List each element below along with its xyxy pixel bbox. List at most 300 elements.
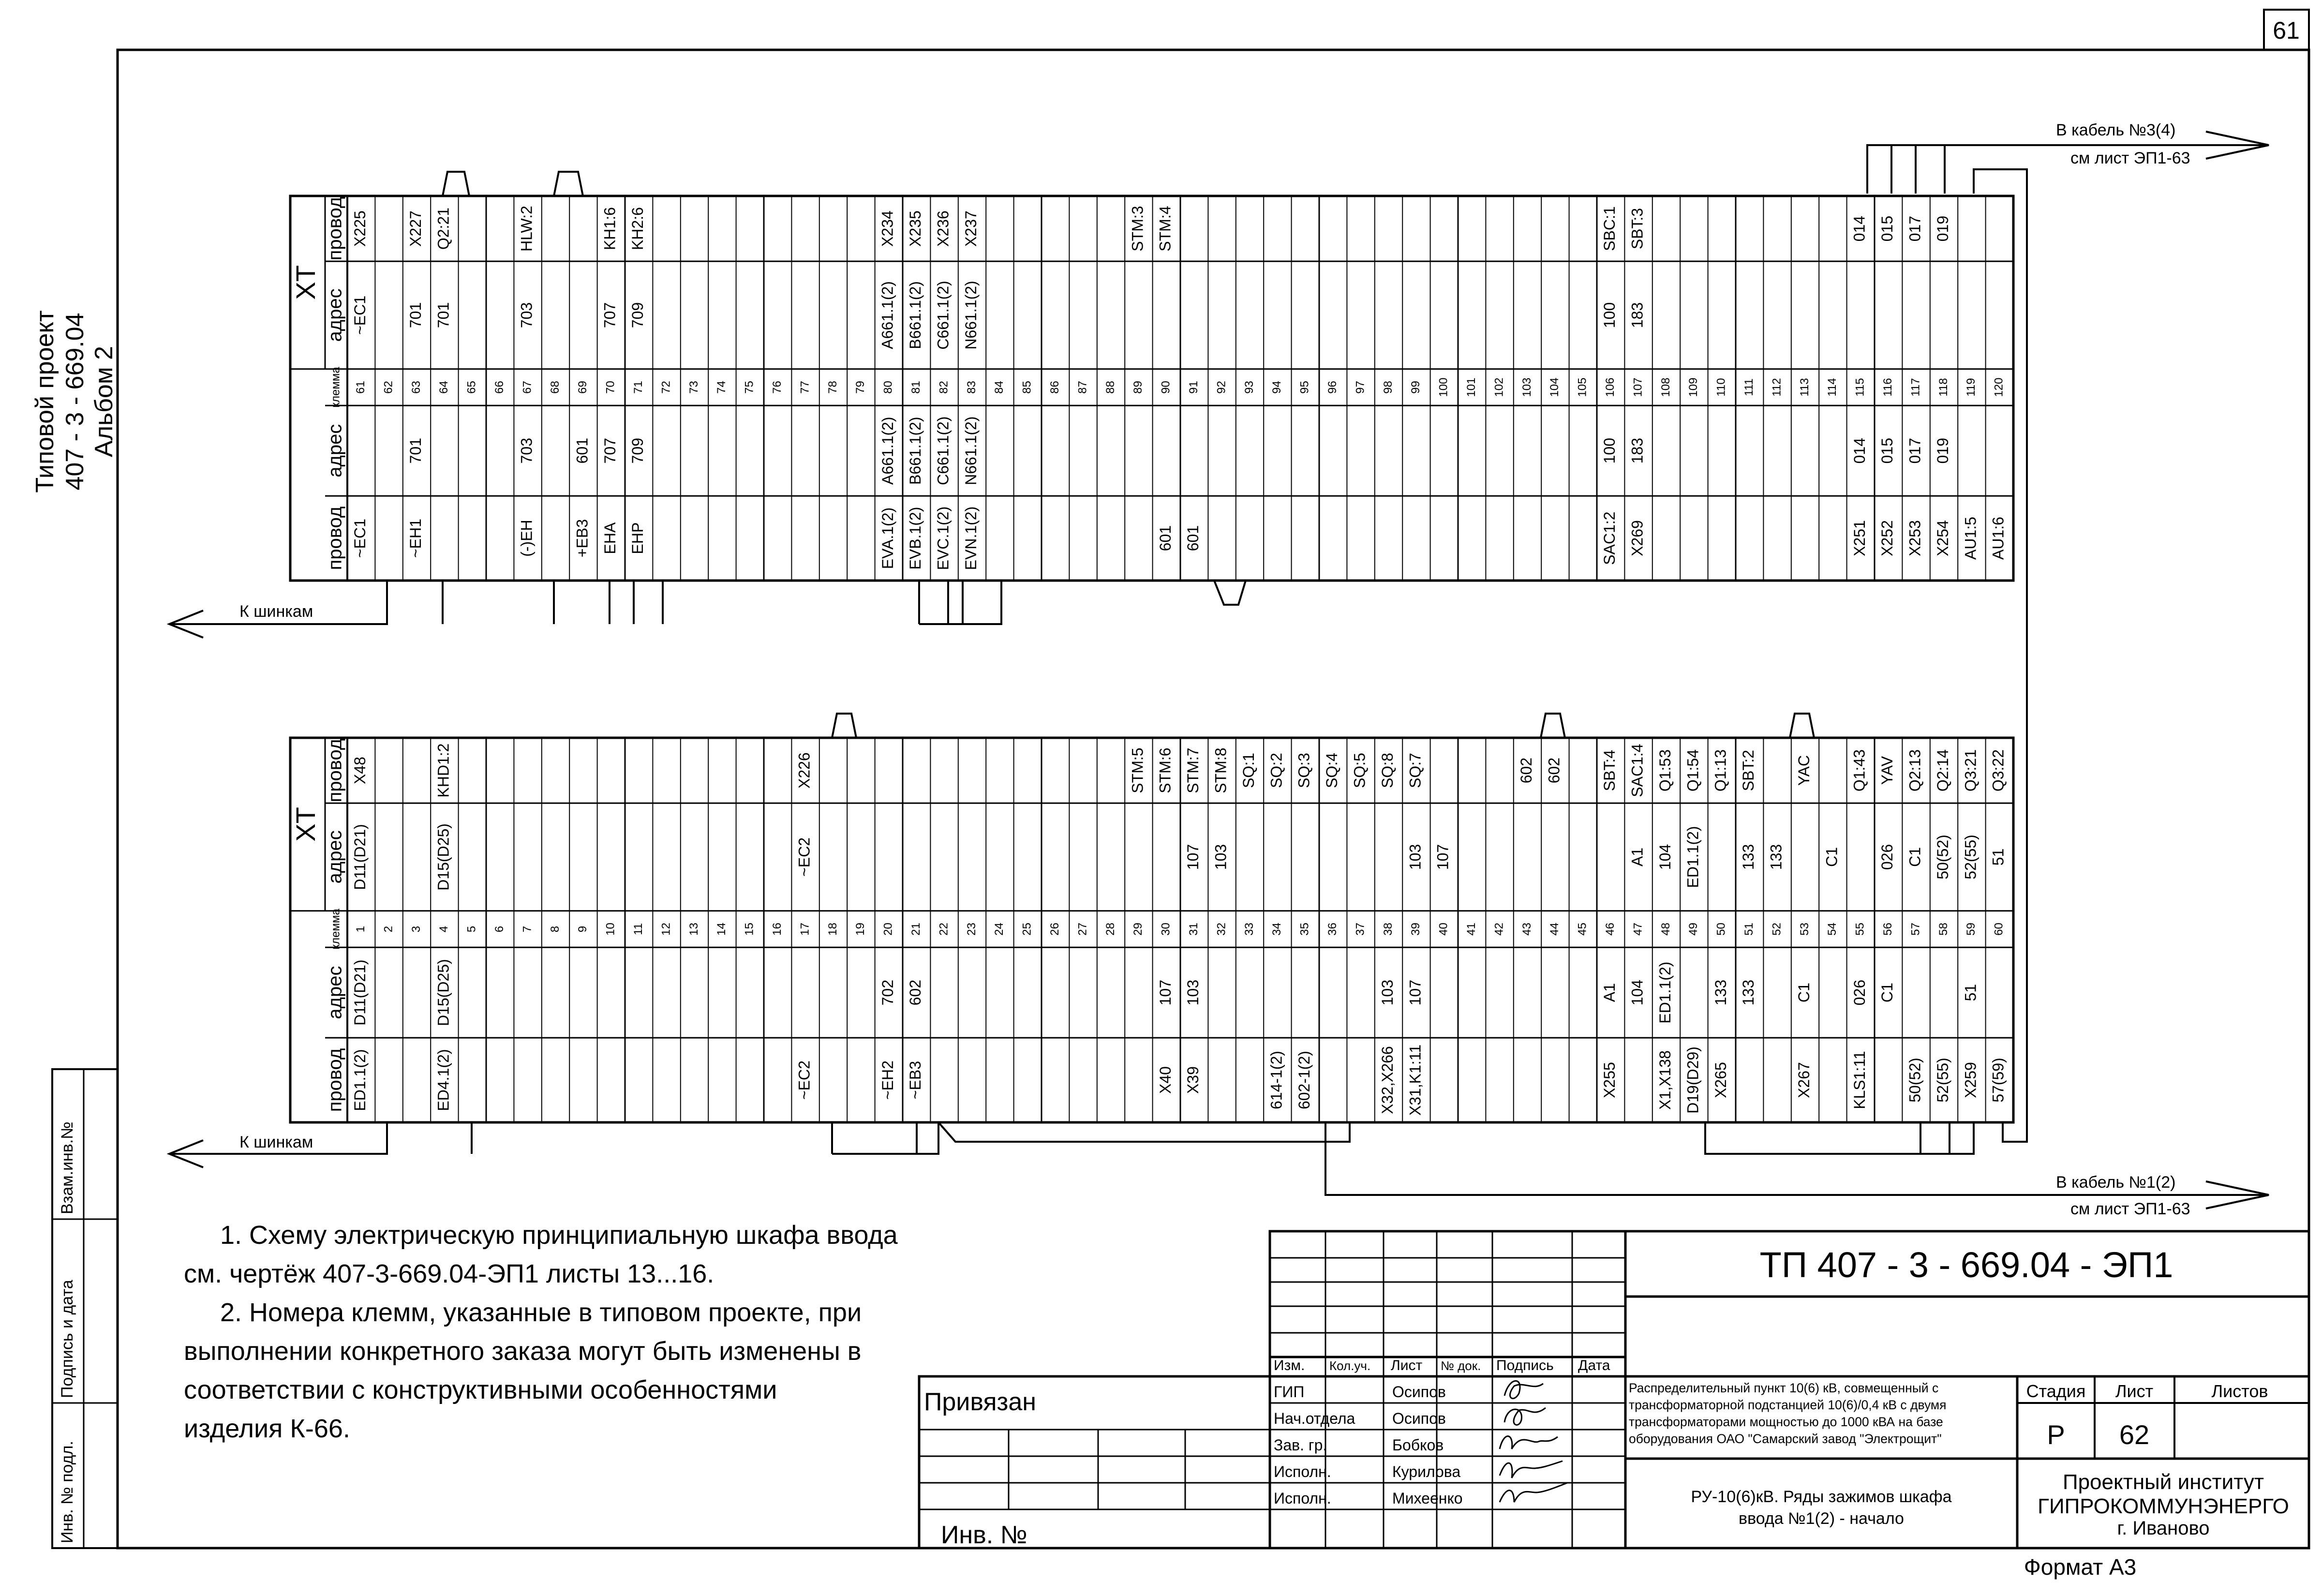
- block2-right-wire-cell: SQ:3: [1295, 753, 1313, 789]
- block1-terminals-cell: 82: [937, 381, 951, 394]
- col-header-signature: Подпись: [1496, 1357, 1554, 1373]
- block1-left-addr-cell: 601: [573, 437, 591, 464]
- block1-right-wire-cell: X225: [351, 210, 369, 247]
- role-executor-2: Исполн.: [1274, 1490, 1331, 1507]
- block1-left-wire-cell: ~EC1: [351, 519, 369, 558]
- block2-terminals-cell: 10: [604, 923, 617, 936]
- block1-terminals-cell: 83: [965, 381, 978, 394]
- arrow-cable1-line2: см лист ЭП1-63: [2070, 1200, 2190, 1218]
- block2-right-addr-cell: D11(D21): [351, 824, 369, 890]
- side-label-line-3: Альбом 2: [90, 346, 118, 457]
- block2-terminals-cell: 42: [1492, 923, 1506, 936]
- block2-terminals-cell: 3: [409, 925, 423, 933]
- block2-right-addr-cell: 52(55): [1962, 835, 1980, 880]
- org-line-1: Проектный институт: [2062, 1470, 2264, 1494]
- block1-left-addr-cell: B661.1(2): [907, 417, 924, 485]
- block2-right-addr-cell: ED1.1(2): [1684, 826, 1702, 888]
- block2-left-wire-cell: 614-1(2): [1267, 1051, 1285, 1110]
- block1-terminals-cell: 98: [1381, 381, 1395, 394]
- block1-header-xt: XT: [290, 265, 321, 300]
- block1-left-wire-cell: EVN.1(2): [962, 506, 980, 570]
- block2-terminals-cell: 33: [1242, 923, 1256, 936]
- block2-left-wire-cell: 52(55): [1934, 1058, 1951, 1103]
- block2-header-right-wire: провод: [324, 738, 346, 803]
- block2-left-wire-cell: X39: [1184, 1066, 1202, 1094]
- block2-left-wire-cell: KLS1:11: [1850, 1051, 1868, 1109]
- object-desc-line-4: оборудования ОАО "Самарский завод "Электрощит": [1629, 1432, 1942, 1446]
- block2-terminals-cell: 1: [354, 925, 368, 933]
- block2-right-wire-cell: Q3:22: [1989, 749, 2007, 792]
- block2-terminals-cell: 37: [1354, 923, 1367, 936]
- block1-terminals-cell: 88: [1103, 381, 1117, 394]
- block1-terminals-cell: 61: [354, 381, 368, 394]
- block2-terminals-cell: 49: [1687, 923, 1700, 936]
- block1-terminals-cell: 116: [1881, 378, 1895, 397]
- block1-header-right-addr: адрес: [324, 288, 346, 342]
- block2-left-wire-cell: X265: [1712, 1062, 1729, 1098]
- block2-terminals-cell: 5: [465, 925, 478, 933]
- block2-right-addr-cell: 026: [1878, 844, 1896, 870]
- sheet-title-line-1: РУ-10(6)кВ. Ряды зажимов шкафа: [1691, 1488, 1952, 1506]
- block2-terminals-cell: 15: [743, 923, 756, 936]
- block1-terminals-cell: 118: [1936, 378, 1950, 397]
- block2-left-addr-cell: 133: [1712, 979, 1729, 1006]
- block2-right-wire-cell: STM:6: [1156, 747, 1174, 793]
- note-line-1: 1. Схему электрическую принципиальную шкафа ввода: [220, 1221, 898, 1250]
- block2-right-wire-cell: Q3:21: [1962, 749, 1980, 792]
- block2-right-wire-cell: SBT:4: [1601, 749, 1619, 791]
- block1-terminals-cell: 96: [1326, 381, 1340, 394]
- block2-left-addr-cell: C1: [1795, 983, 1813, 1003]
- name-5: Михеенко: [1392, 1490, 1463, 1507]
- block2-terminals-cell: 19: [854, 923, 867, 936]
- block1-left-wire-cell: X253: [1906, 520, 1924, 556]
- arrow-to-busbars-1: К шинкам: [239, 602, 313, 621]
- block2-right-wire-cell: Q1:13: [1712, 749, 1729, 792]
- object-desc-line-3: трансформаторами мощностью до 1000 кВА на базе: [1629, 1415, 1943, 1429]
- block1-terminals-cell: 90: [1159, 381, 1173, 394]
- block1-right-wire-cell: X227: [406, 210, 424, 247]
- block2-left-wire-cell: ED4.1(2): [434, 1049, 452, 1111]
- block2-left-wire-cell: X255: [1601, 1062, 1619, 1098]
- block1-header-left-addr: адрес: [324, 424, 346, 477]
- block2-left-wire-cell: X267: [1795, 1062, 1813, 1098]
- block2-terminals-cell: 43: [1520, 923, 1533, 936]
- block2-left-addr-cell: 107: [1406, 979, 1424, 1006]
- block1-right-addr-cell: 709: [629, 302, 647, 328]
- block2-right-addr-cell: C1: [1906, 847, 1924, 867]
- block1-terminals-cell: 89: [1131, 381, 1145, 394]
- block2-left-addr-cell: C1: [1878, 983, 1896, 1003]
- block2-right-addr-cell: 107: [1184, 844, 1202, 870]
- title-block-roles: [1274, 1383, 1463, 1507]
- block1-left-wire-cell: EVC.1(2): [934, 506, 952, 570]
- block2-right-wire-cell: STM:5: [1129, 747, 1146, 793]
- stage-label: Стадия: [2026, 1381, 2086, 1401]
- block2-left-wire-cell: 57(59): [1989, 1058, 2007, 1103]
- block1-right-wire-cell: SBC:1: [1601, 206, 1619, 251]
- block2-terminals-cell: 11: [632, 923, 645, 935]
- block2-left-addr-cell: A1: [1601, 983, 1619, 1002]
- block1-left-wire-cell: (-)EH: [518, 520, 536, 557]
- block1-right-wire-cell: STM:4: [1156, 206, 1174, 252]
- block2-terminals-cell: 44: [1548, 923, 1562, 936]
- block2-terminals-cell: 36: [1326, 923, 1340, 936]
- block1-left-wire-cell: AU1:5: [1962, 517, 1980, 560]
- block2-right-wire-cell: STM:7: [1184, 747, 1202, 793]
- block1-left-addr-cell: 707: [601, 437, 619, 464]
- block2-right-wire-cell: YAV: [1878, 756, 1896, 785]
- note-line-4: выполнении конкретного заказа могут быть изменены в: [184, 1337, 862, 1366]
- title-block-col-headers: [1274, 1357, 1610, 1373]
- col-header-doc: № док.: [1441, 1358, 1481, 1373]
- block1-terminals-cell: 69: [576, 381, 590, 394]
- block1-right-wire-cell: 015: [1878, 215, 1896, 242]
- block2-left-addr-cell: 026: [1850, 979, 1868, 1006]
- left-stamp-labels: [58, 1121, 76, 1543]
- block1-terminals-cell: 81: [909, 381, 923, 394]
- block1-header-left-wire: провод: [324, 506, 346, 570]
- block2-terminals-cell: 58: [1936, 923, 1950, 936]
- block1-left-addr-cell: 019: [1934, 437, 1951, 464]
- block1-terminals-cell: 93: [1242, 381, 1256, 394]
- block2-right-wire-cell: Q1:54: [1684, 749, 1702, 792]
- block1-right-addr-cell: 701: [406, 302, 424, 328]
- block1-terminals-cell: 94: [1270, 381, 1284, 394]
- block2-terminals-cell: 26: [1048, 923, 1062, 936]
- block2-terminals-cell: 35: [1298, 923, 1311, 936]
- block1-terminals-cell: 91: [1187, 381, 1201, 394]
- block2-terminals-cell: 4: [437, 925, 451, 933]
- block2-terminals-cell: 22: [937, 923, 951, 936]
- block1-left-wire-cell: EHP: [629, 522, 647, 554]
- block1-terminals-cell: 113: [1798, 378, 1811, 397]
- org-line-3: г. Иваново: [2117, 1518, 2210, 1539]
- block1-right-wire-cell: Q2:21: [434, 207, 452, 250]
- block2-left-wire-cell: X31,K1:11: [1406, 1044, 1424, 1116]
- block1-right-wire-cell: X235: [907, 210, 924, 247]
- block1-terminals-cell: 64: [437, 381, 451, 394]
- block2-left-addr-cell: 104: [1628, 979, 1646, 1006]
- block2-terminals-cell: 50: [1714, 923, 1728, 936]
- block2-terminals-cell: 53: [1798, 923, 1811, 936]
- role-executor-1: Исполн.: [1274, 1463, 1331, 1480]
- sheet-label: Лист: [2115, 1381, 2154, 1401]
- block2-left-addr-cell: D11(D21): [351, 959, 369, 1026]
- block1-terminals-cell: 74: [715, 381, 729, 394]
- name-4: Курилова: [1392, 1463, 1461, 1480]
- block2-terminals-cell: 8: [548, 925, 562, 933]
- block2-right-wire-cell: SQ:2: [1267, 753, 1285, 789]
- block1-left-wire-cell: EVA.1(2): [878, 507, 896, 569]
- block2-left-wire-cell: X32,X266: [1378, 1046, 1396, 1114]
- block2-right-addr-cell: 133: [1767, 844, 1785, 870]
- block1-terminals-cell: 119: [1965, 378, 1978, 397]
- block1-terminals-cell: 87: [1076, 381, 1089, 394]
- name-2: Осипов: [1392, 1410, 1446, 1427]
- block2-terminals-cell: 21: [909, 923, 923, 936]
- col-header-kol: Кол.уч.: [1329, 1358, 1371, 1373]
- arrows: [169, 132, 2269, 1208]
- block2-left-addr-cell: 133: [1740, 979, 1757, 1006]
- block1-terminals-cell: 63: [409, 381, 423, 394]
- object-desc-line-2: трансформаторной подстанцией 10(6)/0,4 кВ с двумя: [1629, 1398, 1947, 1412]
- block1-right-addr-cell: N661.1(2): [962, 281, 980, 350]
- block2-terminals-cell: 6: [493, 925, 506, 933]
- organization: [2038, 1470, 2289, 1539]
- block1-terminals-cell: 99: [1409, 381, 1423, 394]
- block2-terminals-cell: 29: [1131, 923, 1145, 936]
- block1-right-addr-cell: 183: [1628, 302, 1646, 328]
- block1-right-wire-cell: 019: [1934, 215, 1951, 242]
- block2-left-wire-cell: 50(52): [1906, 1058, 1924, 1103]
- block1-terminals-cell: 84: [993, 381, 1006, 394]
- block1-left-addr-cell: 100: [1601, 437, 1619, 464]
- block1-left-addr-cell: 709: [629, 437, 647, 464]
- block1-terminals-cell: 109: [1687, 377, 1700, 397]
- block2-terminals-cell: 28: [1103, 923, 1117, 936]
- page-number: 61: [2273, 17, 2300, 44]
- block2-right-addr-cell: 103: [1406, 844, 1424, 870]
- block2-right-addr-cell: D15(D25): [434, 823, 452, 891]
- block1-right-addr-cell: 703: [518, 302, 536, 328]
- block1-terminals-cell: 78: [826, 381, 839, 394]
- block2-right-wire-cell: SQ:7: [1406, 753, 1424, 789]
- stamp-replaced-inv: Взам.инв.№: [58, 1121, 76, 1214]
- role-head-dept: Нач.отдела: [1274, 1410, 1355, 1427]
- format-label: Формат А3: [2024, 1554, 2137, 1580]
- note-line-3: 2. Номера клемм, указанные в типовом проекте, при: [220, 1298, 862, 1327]
- org-line-2: ГИПРОКОММУНЭНЕРГО: [2038, 1494, 2289, 1518]
- block2-left-addr-cell: 107: [1156, 979, 1174, 1006]
- block2-header-left-wire: провод: [324, 1048, 346, 1112]
- block2-right-wire-cell: 602: [1545, 757, 1563, 784]
- block1-right-wire-cell: SBT:3: [1628, 208, 1646, 250]
- block1-terminals-cell: 79: [854, 381, 867, 394]
- block1-terminals-cell: 62: [382, 381, 395, 394]
- block1-terminals-cell: 101: [1465, 377, 1478, 397]
- block1-terminals-cell: 71: [632, 381, 645, 394]
- block1-right-addr-cell: B661.1(2): [907, 281, 924, 349]
- block2-terminals-cell: 39: [1409, 923, 1423, 936]
- block2-header-left-addr: адрес: [324, 966, 346, 1019]
- object-description: [1629, 1381, 1946, 1446]
- block2-terminals-cell: 41: [1465, 923, 1478, 936]
- block1-right-wire-cell: HLW:2: [518, 206, 536, 252]
- block2-terminals-cell: 24: [993, 923, 1006, 936]
- block2-terminals-cell: 23: [965, 923, 978, 936]
- role-head-group: Зав. гр.: [1274, 1436, 1327, 1454]
- block1-terminals-cell: 72: [659, 381, 673, 394]
- block2-header-xt: XT: [290, 807, 321, 842]
- block2-terminals-cell: 9: [576, 925, 590, 933]
- block1-terminals-cell: 75: [743, 381, 756, 394]
- block2-terminals-cell: 47: [1631, 923, 1645, 936]
- note-line-6: изделия К-66.: [184, 1414, 350, 1443]
- block1-left-wire-cell: 601: [1184, 525, 1202, 552]
- block2-terminals-cell: 34: [1270, 923, 1284, 936]
- block2-left-wire-cell: D19(D29): [1684, 1046, 1702, 1114]
- sheet-value: 62: [2119, 1419, 2150, 1450]
- block1-terminals-cell: 80: [881, 381, 895, 394]
- block2-right-addr-cell: ~EC2: [795, 837, 813, 877]
- sheet-title-line-2: ввода №1(2) - начало: [1739, 1509, 1904, 1528]
- block2-right-wire-cell: 602: [1517, 757, 1535, 784]
- block1-left-addr-cell: C661.1(2): [934, 416, 952, 485]
- block1-right-addr-cell: ~EC1: [351, 295, 369, 335]
- block1-left-wire-cell: X251: [1850, 520, 1868, 556]
- block2-terminals-cell: 12: [659, 923, 673, 936]
- block1-terminals-cell: 114: [1826, 378, 1839, 397]
- block1-right-addr-cell: 100: [1601, 302, 1619, 328]
- block2-right-wire-cell: SQ:1: [1239, 753, 1257, 789]
- block1-left-addr-cell: N661.1(2): [962, 416, 980, 485]
- block1-right-addr-cell: A661.1(2): [878, 281, 896, 349]
- block2-right-addr-cell: 51: [1989, 848, 2007, 866]
- block2-terminals-cell: 54: [1826, 923, 1839, 936]
- block1-left-wire-cell: X254: [1934, 520, 1951, 556]
- block2-right-wire-cell: YAC: [1795, 755, 1813, 786]
- block1-terminals-cell: 111: [1742, 378, 1756, 396]
- block2-terminals-cell: 52: [1770, 923, 1784, 936]
- block1-right-wire-cell: 017: [1906, 215, 1924, 242]
- block2-right-wire-cell: KHD1:2: [434, 743, 452, 798]
- block1-left-wire-cell: 601: [1156, 525, 1174, 552]
- block1-terminals-cell: 92: [1215, 381, 1228, 394]
- col-header-izm: Изм.: [1274, 1357, 1305, 1373]
- block2-right-wire-cell: STM:8: [1212, 747, 1230, 793]
- block1-terminals-cell: 115: [1853, 378, 1867, 397]
- block2-terminals-cell: 30: [1159, 923, 1173, 936]
- block2-terminals-cell: 14: [715, 923, 729, 936]
- block2-right-wire-cell: X226: [795, 752, 813, 789]
- terminal-block-2: [290, 738, 2013, 1122]
- document-code: ТП 407 - 3 - 669.04 - ЭП1: [1759, 1245, 2173, 1285]
- block1-right-addr-cell: C661.1(2): [934, 281, 952, 350]
- block2-left-wire-cell: X1,X138: [1656, 1050, 1674, 1110]
- name-3: Бобков: [1392, 1436, 1444, 1454]
- block2-right-addr-cell: C1: [1823, 847, 1841, 867]
- stamp-inv-original: Инв. № подл.: [58, 1441, 76, 1543]
- block1-right-wire-cell: STM:3: [1129, 206, 1146, 252]
- block2-right-wire-cell: Q2:14: [1934, 749, 1951, 792]
- role-gip: ГИП: [1274, 1383, 1305, 1401]
- block1-left-wire-cell: SAC1:2: [1601, 511, 1619, 565]
- block2-left-wire-cell: X40: [1156, 1066, 1174, 1094]
- block1-terminals-cell: 86: [1048, 381, 1062, 394]
- block1-header-terminal: клемма: [329, 367, 342, 408]
- block1-header-right-wire: провод: [324, 196, 346, 261]
- block2-terminals-cell: 45: [1576, 923, 1589, 936]
- block2-terminals-cell: 2: [382, 925, 395, 933]
- block2-terminals-cell: 57: [1909, 923, 1922, 936]
- block1-left-wire-cell: AU1:6: [1989, 517, 2007, 560]
- col-header-list: Лист: [1391, 1357, 1423, 1373]
- side-label-line-1: Типовой проект: [31, 310, 59, 493]
- block2-left-wire-cell: X259: [1962, 1062, 1980, 1098]
- block2-left-addr-cell: 602: [907, 979, 924, 1006]
- block1-right-addr-cell: 707: [601, 302, 619, 328]
- stamp-signature-date: Подпись и дата: [58, 1280, 76, 1398]
- block2-left-wire-cell: ~EH2: [878, 1060, 896, 1100]
- block1-left-wire-cell: ~EH1: [406, 519, 424, 558]
- object-desc-line-1: Распределительный пункт 10(6) кВ, совмещенный с: [1629, 1381, 1939, 1395]
- block1-terminals-cell: 97: [1354, 381, 1367, 394]
- block2-terminals-cell: 59: [1965, 923, 1978, 936]
- block2-right-addr-cell: 104: [1656, 844, 1674, 870]
- block1-terminals-cell: 100: [1437, 377, 1450, 397]
- block1-right-wire-cell: KH2:6: [629, 207, 647, 251]
- block2-terminals-cell: 25: [1020, 923, 1034, 936]
- block2-left-addr-cell: 103: [1184, 979, 1202, 1006]
- block2-terminals-cell: 31: [1187, 923, 1201, 936]
- block1-terminals-cell: 106: [1604, 377, 1617, 397]
- block1-left-wire-cell: EHA: [601, 522, 619, 554]
- block1-terminals-cell: 66: [493, 381, 506, 394]
- block2-terminals-cell: 40: [1437, 923, 1450, 936]
- stage-value: Р: [2047, 1419, 2065, 1450]
- block1-terminals-cell: 105: [1576, 377, 1589, 397]
- block2-left-addr-cell: ED1.1(2): [1656, 961, 1674, 1024]
- block1-left-addr-cell: 183: [1628, 437, 1646, 464]
- block1-left-addr-cell: A661.1(2): [878, 417, 896, 485]
- block2-right-addr-cell: 103: [1212, 844, 1230, 870]
- block2-header-right-addr: адрес: [324, 830, 346, 884]
- block1-terminals-cell: 103: [1520, 377, 1533, 397]
- block2-left-wire-cell: 602-1(2): [1295, 1051, 1313, 1110]
- block2-terminals-cell: 13: [687, 923, 700, 936]
- block2-terminals-cell: 20: [881, 923, 895, 936]
- block1-right-wire-cell: X236: [934, 210, 952, 247]
- block2-right-wire-cell: Q1:43: [1850, 749, 1868, 792]
- block1-left-wire-cell: X269: [1628, 520, 1646, 556]
- block2-left-addr-cell: 51: [1962, 984, 1980, 1001]
- block1-left-addr-cell: 701: [406, 437, 424, 464]
- sheet-title: [1691, 1488, 1951, 1528]
- block1-terminals-cell: 95: [1298, 381, 1311, 394]
- block1-left-wire-cell: +EB3: [573, 519, 591, 558]
- block1-terminals-cell: 85: [1020, 381, 1034, 394]
- note-line-5: соответствии с конструктивными особенностями: [184, 1375, 777, 1404]
- block2-right-wire-cell: Q2:13: [1906, 749, 1924, 792]
- block2-terminals-cell: 7: [521, 925, 534, 933]
- signatures: [1500, 1381, 1567, 1502]
- block1-left-addr-cell: 017: [1906, 437, 1924, 464]
- block1-right-wire-cell: X237: [962, 210, 980, 247]
- block1-terminals-cell: 108: [1659, 377, 1672, 397]
- name-1: Осипов: [1392, 1383, 1446, 1401]
- block1-terminals-cell: 70: [604, 381, 617, 394]
- block2-left-wire-cell: ~EC2: [795, 1060, 813, 1100]
- block2-right-addr-cell: 133: [1740, 844, 1757, 870]
- col-header-date: Дата: [1578, 1357, 1610, 1373]
- block2-terminals-cell: 17: [798, 923, 812, 936]
- block2-terminals-cell: 51: [1742, 923, 1756, 936]
- block1-terminals-cell: 120: [1992, 377, 2006, 397]
- arrow-to-busbars-2: К шинкам: [239, 1133, 313, 1151]
- arrow-cable1-line1: В кабель №1(2): [2056, 1173, 2176, 1192]
- block2-left-wire-cell: ED1.1(2): [351, 1049, 369, 1111]
- block2-left-wire-cell: ~EB3: [907, 1060, 924, 1100]
- block1-left-wire-cell: EVB.1(2): [907, 507, 924, 570]
- block1-right-wire-cell: X234: [878, 210, 896, 247]
- terminal-block-1: [290, 196, 2013, 581]
- arrow-cable3-line2: см лист ЭП1-63: [2070, 149, 2190, 167]
- block1-right-wire-cell: 014: [1850, 215, 1868, 242]
- block1-terminals-cell: 104: [1548, 377, 1562, 397]
- block2-terminals-cell: 56: [1881, 923, 1895, 936]
- block2-terminals-cell: 60: [1992, 923, 2006, 936]
